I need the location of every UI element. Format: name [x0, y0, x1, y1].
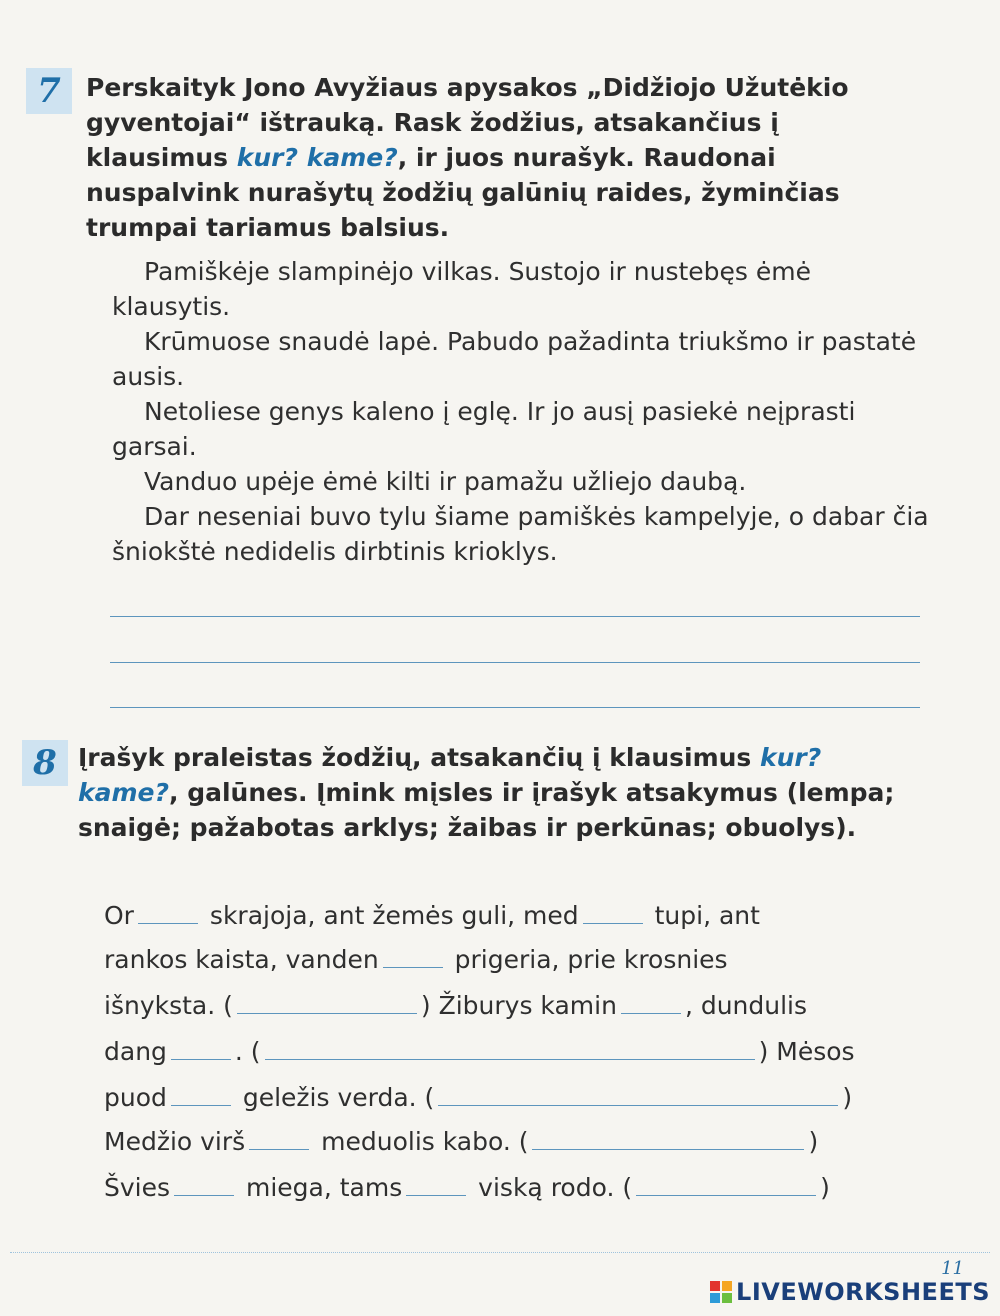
question-keyword: kur? kame? [236, 143, 398, 172]
riddle-text: ) Mėsos [758, 1037, 855, 1066]
riddle-text: prigeria, prie krosnies [446, 945, 728, 974]
riddle-text: ) Žiburys kamin [420, 991, 617, 1020]
riddle-text: puod [104, 1083, 167, 1112]
answer-blank-input[interactable] [438, 1081, 838, 1106]
riddle-text: geležis verda. ( [234, 1083, 435, 1112]
reading-paragraph: Netoliese genys kaleno į eglę. Ir jo ausį pasiekė neįprasti garsai. [112, 397, 856, 461]
answer-blank-input[interactable] [532, 1125, 804, 1150]
task-8-instruction [78, 740, 908, 845]
riddle-text: ) [842, 1083, 853, 1112]
riddle-text: ) [808, 1127, 819, 1156]
ending-blank-input[interactable] [406, 1171, 466, 1196]
riddle-line [104, 986, 807, 1026]
riddle-text: ) [820, 1173, 830, 1202]
riddle-line [104, 1122, 818, 1162]
riddle-text: išnyksta. ( [104, 991, 233, 1020]
question-keyword: kur? kame? [78, 743, 822, 807]
riddle-line [104, 1078, 852, 1118]
ending-blank-input[interactable] [171, 1081, 231, 1106]
riddle-text: . ( [234, 1037, 261, 1066]
reading-paragraph: Pamiškėje slampinėjo vilkas. Sustojo ir nustebęs ėmė klausytis. [112, 257, 811, 321]
riddle-text: Or [104, 901, 134, 930]
riddle-line [104, 940, 728, 980]
instruction-text: , galūnes. Įmink mįsles ir įrašyk atsakymus (lempa; snaigė; pažabotas arklys; žaibas ir perkūnas; obuolys). [78, 778, 895, 842]
task-8-number-badge: 8 [22, 740, 68, 786]
ending-blank-input[interactable] [583, 899, 643, 924]
ending-blank-input[interactable] [249, 1125, 309, 1150]
instruction-text: Įrašyk praleistas žodžių, atsakančių į klausimus [78, 743, 760, 772]
riddle-text: rankos kaista, vanden [104, 945, 379, 974]
page-number: 11 [941, 1258, 964, 1279]
ending-blank-input[interactable] [174, 1171, 234, 1196]
liveworksheets-logo-icon [710, 1281, 732, 1303]
ending-blank-input[interactable] [383, 943, 443, 968]
instruction-text: , ir juos nurašyk. Raudonai nuspalvink nurašytų žodžių galūnių raides, žyminčias trumpai tariamus balsius. [86, 143, 840, 242]
reading-paragraph: Dar neseniai buvo tylu šiame pamiškės kampelyje, o dabar čia šniokštė nedidelis dirbtinis krioklys. [112, 502, 929, 566]
reading-paragraph: Krūmuose snaudė lapė. Pabudo pažadinta triukšmo ir pastatė ausis. [112, 327, 917, 391]
riddle-text: tupi, ant [646, 901, 760, 930]
task-7-instruction [86, 70, 926, 245]
task-7-number-badge: 7 [26, 68, 72, 114]
riddle-text: dang [104, 1037, 167, 1066]
answer-line-1[interactable] [110, 616, 920, 617]
riddle-text: meduolis kabo. ( [313, 1127, 529, 1156]
riddle-text: Švies [104, 1173, 171, 1202]
answer-blank-input[interactable] [636, 1171, 816, 1196]
answer-line-3[interactable] [110, 707, 920, 708]
reading-paragraph: Vanduo upėje ėmė kilti ir pamažu užliejo daubą. [144, 467, 747, 496]
riddle-text: viską rodo. ( [470, 1173, 633, 1202]
answer-blank-input[interactable] [237, 989, 417, 1014]
riddle-text: Medžio virš [104, 1127, 246, 1156]
answer-blank-input[interactable] [265, 1035, 755, 1060]
liveworksheets-watermark [710, 1276, 990, 1308]
riddle-text: skrajoja, ant žemės guli, med [201, 901, 579, 930]
ending-blank-input[interactable] [138, 899, 198, 924]
riddle-text: miega, tams [238, 1173, 403, 1202]
riddle-line [104, 896, 760, 936]
riddle-text: , dundulis [684, 991, 808, 1020]
ending-blank-input[interactable] [171, 1035, 231, 1060]
answer-line-2[interactable] [110, 662, 920, 663]
watermark-text: LIVEWORKSHEETS [736, 1278, 990, 1306]
footer-divider [10, 1252, 990, 1253]
riddle-line [104, 1032, 855, 1072]
instruction-text: Perskaityk Jono Avyžiaus apysakos „Didžiojo Užutėkio gyventojai“ ištrauką. Rask žodžius, atsakančius į klausimus [86, 73, 849, 172]
task-7-reading-passage [112, 254, 932, 569]
ending-blank-input[interactable] [621, 989, 681, 1014]
riddle-line [104, 1168, 830, 1208]
